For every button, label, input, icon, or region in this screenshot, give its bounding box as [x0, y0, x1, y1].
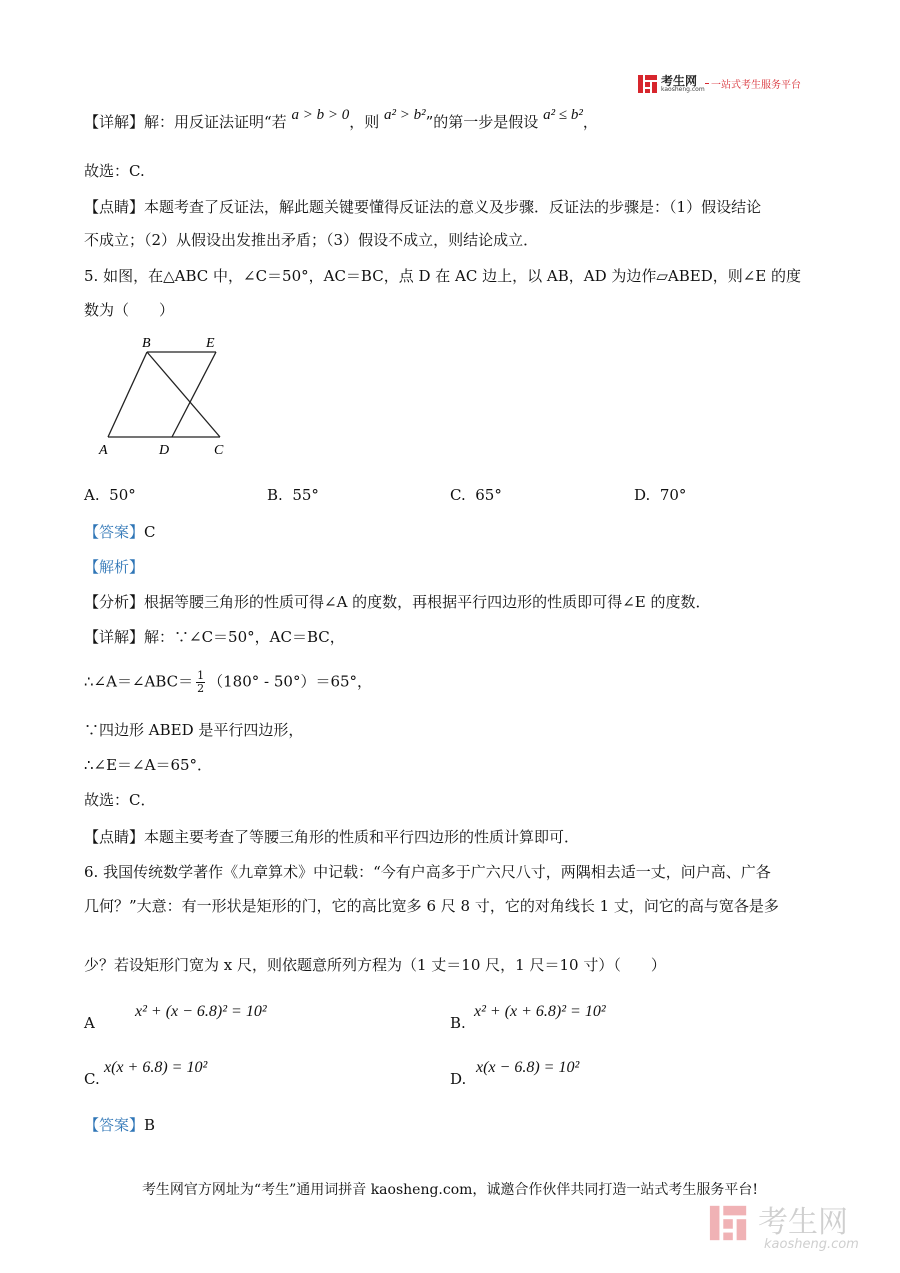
q6-option-c-expr: x(x + 6.8) = 10² [104, 1059, 208, 1076]
q5-option-c-text: 65° [475, 486, 502, 504]
q6-option-a-expr: x² + (x − 6.8)² = 10² [135, 1003, 267, 1020]
q5-stem-line2: 数为（ ） [84, 301, 175, 319]
q4-detail-line [84, 107, 598, 133]
header-logo [637, 72, 807, 96]
q5-option-d [634, 485, 686, 505]
q5-comment-text: 本题主要考查了等腰三角形的性质和平行四边形的性质计算即可． [144, 828, 580, 846]
label-d: D [159, 443, 170, 458]
q5-option-d-key: D. [634, 486, 651, 504]
watermark-logo-icon [708, 1201, 750, 1245]
segment-ab [108, 352, 147, 437]
q5-option-b [267, 485, 319, 505]
q5-fraction-den: 2 [197, 682, 205, 695]
q5-comment-tag: 【点睛】 [84, 828, 145, 846]
q5-option-b-text: 55° [292, 486, 319, 504]
kaosheng-logo-icon [637, 74, 659, 94]
q4-detail-b: ，则 [349, 113, 380, 131]
q4-conclusion-expr: a² > b² [384, 107, 426, 123]
logo-dash [705, 83, 709, 84]
q5-detail-2a: ∴∠A＝∠ABC＝ [84, 672, 194, 691]
q6-answer: B [144, 1116, 156, 1134]
q5-detail-tag: 【详解】 [84, 628, 145, 646]
label-b: B [142, 336, 151, 351]
q4-detail-tag: 【详解】 [84, 113, 145, 131]
q6-option-a-key: A [84, 1014, 95, 1032]
logo-domain: kaosheng.com [661, 86, 705, 93]
label-a: A [99, 443, 108, 458]
watermark-en: kaosheng.com [764, 1237, 859, 1252]
q5-analysis-tag: 【解析】 [84, 558, 145, 576]
q6-stem-line2: 几何？”大意：有一形状是矩形的门，它的高比宽多 6 尺 8 寸，它的对角线长 1 丈，问它的高与宽各是多 [84, 897, 779, 915]
q6-answer-line [84, 1115, 155, 1135]
q5-option-a [84, 485, 136, 505]
q4-comment-text1: 本题考查了反证法，解此题关键要懂得反证法的意义及步骤．反证法的步骤是：（1）假设结论 [144, 198, 762, 216]
q5-fraction [196, 670, 205, 695]
watermark [708, 1197, 878, 1257]
logo-slogan: 一站式考生服务平台 [711, 80, 801, 91]
q5-detail-line4: ∴∠E＝∠A＝65°． [84, 756, 213, 774]
q6-option-b-key: B. [450, 1014, 466, 1032]
label-c: C [214, 443, 224, 458]
q5-parallelogram-figure [95, 330, 245, 460]
q4-choose: 故选：C. [84, 162, 145, 180]
q5-option-b-key: B. [267, 486, 283, 504]
q5-answer: C [144, 523, 156, 541]
q5-analysis-text: 根据等腰三角形的性质可得∠A 的度数，再根据平行四边形的性质即可得∠E 的度数． [144, 593, 711, 611]
q5-option-a-text: 50° [109, 486, 136, 504]
q4-comment-line2: 不成立；（2）从假设出发推出矛盾；（3）假设不成立，则结论成立． [84, 231, 539, 249]
q5-detail-1: 解：∵∠C＝50°，AC＝BC， [144, 628, 345, 646]
logo-name: 考生网 [661, 74, 698, 88]
q5-choose: 故选：C． [84, 791, 156, 809]
q4-condition-expr: a > b > 0 [291, 107, 350, 123]
q5-comment-line [84, 827, 579, 847]
q6-answer-tag: 【答案】 [84, 1116, 145, 1134]
q5-option-d-text: 70° [659, 486, 687, 504]
q4-assumption-expr: a² ≤ b² [543, 107, 583, 123]
q6-option-c-key: C. [84, 1070, 100, 1088]
q5-analysis-head-tag: 【分析】 [84, 593, 145, 611]
q5-option-c-key: C. [450, 486, 466, 504]
q5-fraction-num: 1 [197, 669, 205, 682]
q6-option-b-expr: x² + (x + 6.8)² = 10² [474, 1003, 606, 1020]
footer-text: 考生网官方网址为“考生”通用词拼音 kaosheng.com，诚邀合作伙伴共同打造一站式考生服务平台! [141, 1182, 759, 1198]
q6-option-d-key: D. [450, 1070, 467, 1088]
q5-detail-line2 [84, 670, 372, 695]
watermark-cn: 考生网 [758, 1205, 848, 1240]
q5-analysis-line [84, 592, 710, 612]
q4-comment-tag: 【点睛】 [84, 198, 145, 216]
q5-detail-line3: ∵四边形 ABED 是平行四边形， [84, 721, 304, 739]
q4-detail-c: ”的第一步是假设 [425, 113, 539, 131]
q6-stem-line1: 6. 我国传统数学著作《九章算术》中记载：“今有户高多于广六尺八寸，两隅相去适一丈，问户高、广各 [84, 863, 771, 881]
q5-answer-line [84, 522, 156, 542]
q4-detail-a: 解：用反证法证明“若 [144, 113, 287, 131]
q5-option-c [450, 485, 502, 505]
q5-option-a-key: A. [84, 486, 100, 504]
q5-stem-line1: 5. 如图，在△ABC 中，∠C＝50°，AC＝BC，点 D 在 AC 边上，以 AB，AD 为边作▱ABED，则∠E 的度 [84, 267, 802, 285]
q4-comment-line1 [84, 197, 761, 217]
q5-detail-2b: （180° - 50°）＝65°， [208, 672, 373, 691]
q6-stem-line3: 少？若设矩形门宽为 x 尺，则依题意所列方程为（1 丈＝10 尺，1 尺＝10 寸）（ ） [84, 956, 666, 974]
label-e: E [206, 336, 215, 351]
q6-option-d-expr: x(x − 6.8) = 10² [476, 1059, 580, 1076]
q4-detail-d: ， [582, 113, 598, 131]
q5-detail-line1 [84, 627, 345, 647]
q5-answer-tag: 【答案】 [84, 523, 145, 541]
